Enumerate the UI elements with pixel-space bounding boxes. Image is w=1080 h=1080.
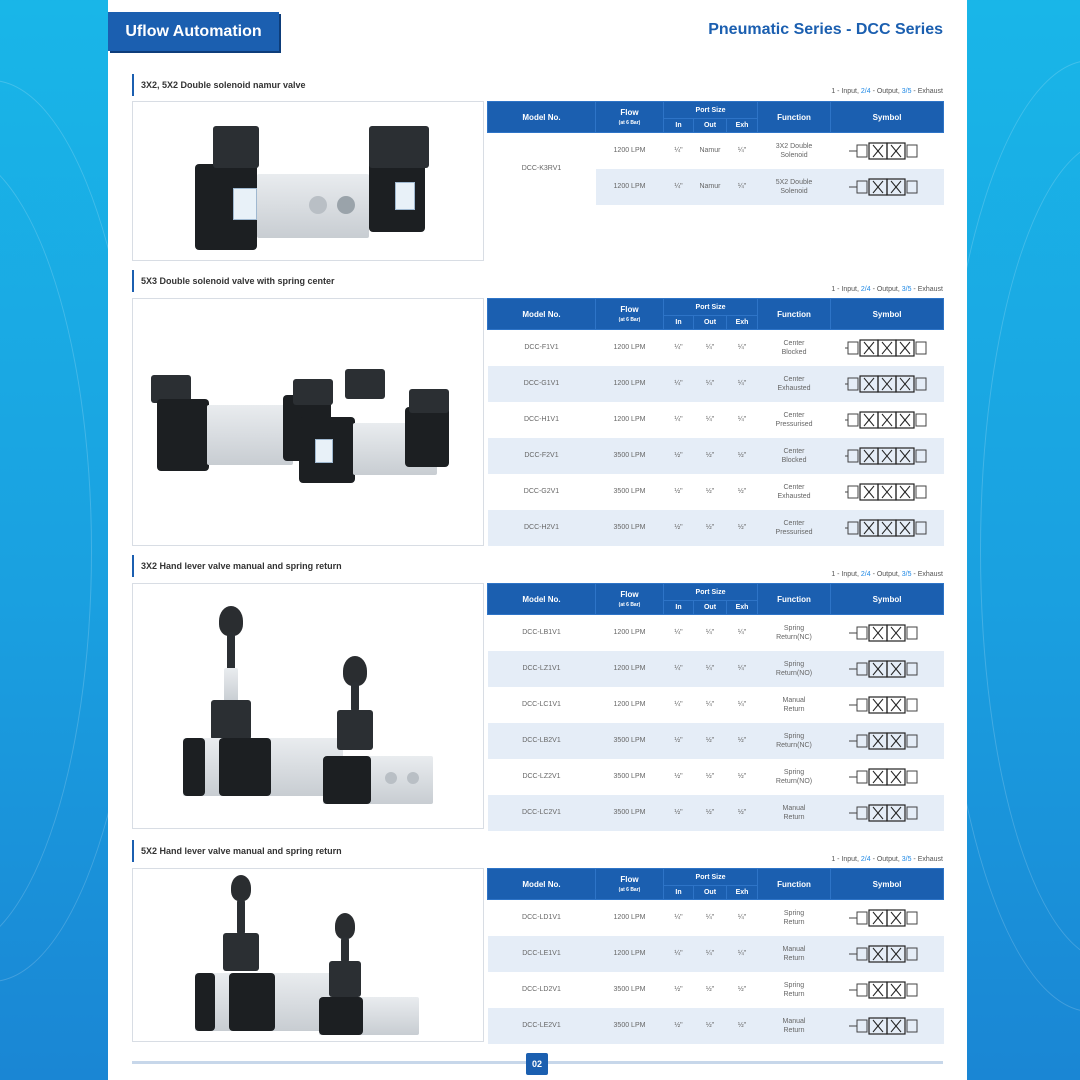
function-text: 3X2 Double (775, 142, 813, 150)
header-out: Out (694, 886, 727, 900)
function-cell (758, 759, 831, 795)
valve-symbol-icon (845, 175, 929, 199)
valve-symbol-icon (845, 621, 929, 645)
product-image (132, 298, 484, 546)
port-in-cell: ¼" (664, 169, 694, 205)
port-in-cell: ½" (664, 438, 694, 474)
flow-cell: 1200 LPM (613, 629, 646, 637)
section-namur-valve (108, 74, 967, 264)
port-exh-cell: ½" (737, 773, 747, 780)
function-text: Return(NC) (776, 741, 812, 749)
section-5x2-hand-lever (108, 840, 967, 1050)
port-out-cell: Namur (699, 147, 721, 155)
flow-cell: 1200 LPM (613, 914, 646, 922)
valve-symbol-icon (845, 906, 929, 930)
table-row (488, 795, 944, 831)
function-cell (758, 723, 831, 759)
valve-symbol-icon (845, 765, 929, 789)
function-cell (758, 687, 831, 723)
table-row (488, 687, 944, 723)
port-legend: 1 - Input, 2/4 - Output, 3/5 - Exhaust (831, 571, 943, 578)
port-exh-cell: ½" (727, 510, 758, 546)
header-model: Model No. (488, 102, 596, 133)
port-in-cell: ½" (674, 773, 683, 780)
function-text: Spring (783, 624, 805, 632)
spec-table (487, 868, 944, 1044)
table-row (488, 651, 944, 687)
model-cell: DCC-LZ2V1 (522, 773, 561, 780)
header-in: In (664, 601, 694, 615)
valve-symbol-icon (845, 693, 929, 717)
spec-table (487, 298, 944, 546)
header-symbol: Symbol (831, 299, 944, 330)
symbol-cell (831, 759, 944, 795)
function-cell (758, 510, 831, 546)
function-text: Pressurised (775, 420, 813, 428)
header-port-size: Port Size (664, 299, 758, 316)
function-cell (758, 438, 831, 474)
catalog-page (108, 0, 967, 1080)
port-exh-cell: ¼" (727, 366, 758, 402)
port-exh-cell: ¼" (737, 701, 747, 708)
flow-cell: 3500 LPM (596, 1008, 664, 1044)
port-exh-cell: ½" (727, 795, 758, 831)
valve-symbol-icon (845, 516, 929, 540)
port-out-cell: ½" (694, 438, 727, 474)
port-out-cell: ¼" (705, 701, 715, 708)
symbol-cell (831, 936, 944, 972)
header-flow: Flow (at 6 Bar) (596, 869, 664, 900)
header-in: In (664, 119, 694, 133)
symbol-cell (831, 795, 944, 831)
function-cell (758, 1008, 831, 1044)
header-symbol: Symbol (831, 102, 944, 133)
header-function: Function (758, 869, 831, 900)
port-exh-cell: ¼" (737, 914, 747, 922)
header-out: Out (694, 601, 727, 615)
symbol-cell (831, 474, 944, 510)
port-out-cell: ¼" (705, 416, 715, 423)
symbol-cell (831, 900, 944, 936)
flow-cell: 3500 LPM (596, 510, 664, 546)
model-cell: DCC-LD1V1 (522, 914, 561, 922)
function-cell (758, 972, 831, 1008)
port-exh-cell: ½" (727, 723, 758, 759)
function-text: Spring (783, 732, 805, 740)
function-text: Center (783, 339, 805, 347)
flow-cell: 3500 LPM (613, 986, 646, 993)
model-cell: DCC-LE1V1 (488, 936, 596, 972)
header-symbol: Symbol (831, 869, 944, 900)
model-cell: DCC-LZ1V1 (488, 651, 596, 687)
flow-cell: 3500 LPM (613, 488, 646, 495)
function-text: Return (783, 813, 805, 821)
port-exh-cell: ½" (727, 1008, 758, 1044)
port-out-cell: ¼" (705, 344, 715, 352)
flow-cell: 1200 LPM (613, 416, 646, 423)
header-in: In (664, 316, 694, 330)
product-image (132, 868, 484, 1042)
function-text: Return (783, 990, 805, 998)
section-3x2-hand-lever (108, 555, 967, 835)
port-out-cell: ½" (694, 1008, 727, 1044)
table-row (488, 972, 944, 1008)
function-text: Return (783, 1026, 805, 1034)
header-exh: Exh (727, 601, 758, 615)
port-exh-cell: ¼" (737, 344, 747, 352)
function-text: Return (783, 954, 805, 962)
header-model: Model No. (488, 299, 596, 330)
port-exh-cell: ¼" (727, 651, 758, 687)
port-in-cell: ½" (664, 723, 694, 759)
function-text: Exhausted (777, 492, 811, 500)
product-image (132, 101, 484, 261)
brand-label: Uflow Automation (108, 12, 279, 51)
flow-cell: 3500 LPM (596, 723, 664, 759)
port-in-cell: ½" (674, 986, 683, 993)
header-flow: Flow (at 6 Bar) (596, 299, 664, 330)
port-in-cell: ¼" (674, 629, 683, 637)
port-exh-cell: ½" (727, 438, 758, 474)
function-cell (758, 900, 831, 936)
spec-table-body (488, 133, 944, 205)
valve-symbol-icon (845, 336, 929, 360)
function-text: Exhausted (777, 384, 811, 392)
model-cell: DCC-LB1V1 (522, 629, 561, 637)
series-title: Pneumatic Series - DCC Series (708, 21, 943, 38)
port-exh-cell: ¼" (737, 147, 747, 155)
spec-table-body (488, 900, 944, 1044)
port-exh-cell: ½" (737, 488, 747, 495)
port-in-cell: ¼" (674, 416, 683, 423)
flow-cell: 1200 LPM (596, 366, 664, 402)
flow-cell: 3500 LPM (596, 795, 664, 831)
header-exh: Exh (727, 886, 758, 900)
valve-symbol-icon (845, 657, 929, 681)
header-in: In (664, 886, 694, 900)
valve-symbol-icon (845, 372, 929, 396)
port-in-cell: ¼" (674, 147, 683, 155)
symbol-cell (831, 169, 944, 205)
table-row (488, 936, 944, 972)
function-text: Center (783, 447, 805, 455)
model-cell: DCC-LC2V1 (488, 795, 596, 831)
page-number: 02 (526, 1053, 548, 1075)
port-out-cell: ½" (705, 773, 715, 780)
function-text: Spring (783, 909, 805, 917)
function-text: Manual (782, 804, 806, 812)
function-text: Return(NO) (775, 777, 813, 785)
function-text: Solenoid (780, 187, 808, 195)
symbol-cell (831, 615, 944, 651)
function-text: Manual (782, 1017, 806, 1025)
valve-symbol-icon (845, 139, 929, 163)
symbol-cell (831, 723, 944, 759)
header-function: Function (758, 584, 831, 615)
symbol-cell (831, 366, 944, 402)
valve-symbol-icon (845, 942, 929, 966)
function-text: Return(NC) (776, 633, 812, 641)
spec-table (487, 101, 944, 205)
function-text: Manual (782, 696, 806, 704)
port-exh-cell: ¼" (737, 629, 747, 637)
model-cell: DCC-G2V1 (523, 488, 560, 495)
function-cell (758, 366, 831, 402)
flow-cell: 1200 LPM (596, 936, 664, 972)
port-in-cell: ¼" (664, 651, 694, 687)
flow-cell: 3500 LPM (596, 438, 664, 474)
header-function: Function (758, 299, 831, 330)
table-row (488, 1008, 944, 1044)
model-cell: DCC-LE2V1 (488, 1008, 596, 1044)
port-in-cell: ½" (664, 795, 694, 831)
header-out: Out (694, 119, 727, 133)
valve-symbol-icon (845, 801, 929, 825)
product-image (132, 583, 484, 829)
table-row (488, 330, 944, 366)
table-row (488, 723, 944, 759)
function-text: 5X2 Double (775, 178, 813, 186)
spec-table-body (488, 615, 944, 831)
function-cell (758, 651, 831, 687)
function-text: Return(NO) (775, 669, 813, 677)
model-cell: DCC-K3RV1 (488, 133, 596, 205)
port-in-cell: ½" (664, 510, 694, 546)
function-text: Pressurised (775, 528, 813, 536)
function-text: Spring (783, 768, 805, 776)
section-spring-center-valve (108, 270, 967, 550)
model-cell: DCC-LB2V1 (488, 723, 596, 759)
symbol-cell (831, 402, 944, 438)
model-cell: DCC-LC1V1 (522, 701, 561, 708)
model-cell: DCC-H2V1 (488, 510, 596, 546)
port-out-cell: ½" (705, 986, 715, 993)
model-cell: DCC-H1V1 (523, 416, 559, 423)
table-row (488, 615, 944, 651)
port-in-cell: ¼" (674, 701, 683, 708)
function-text: Solenoid (780, 151, 808, 159)
port-out-cell: Namur (694, 169, 727, 205)
function-text: Blocked (781, 456, 807, 464)
port-out-cell: ½" (694, 795, 727, 831)
function-text: Return (783, 705, 805, 713)
port-out-cell: ¼" (694, 366, 727, 402)
header-model: Model No. (488, 869, 596, 900)
function-text: Center (783, 411, 805, 419)
port-exh-cell: ¼" (727, 169, 758, 205)
function-cell (758, 169, 831, 205)
function-cell (758, 330, 831, 366)
header-model: Model No. (488, 584, 596, 615)
function-text: Return (783, 918, 805, 926)
function-text: Spring (783, 981, 805, 989)
table-row (488, 510, 944, 546)
symbol-cell (831, 330, 944, 366)
function-cell (758, 402, 831, 438)
model-cell: DCC-F1V1 (524, 344, 559, 352)
port-legend: 1 - Input, 2/4 - Output, 3/5 - Exhaust (831, 286, 943, 293)
port-out-cell: ¼" (705, 629, 715, 637)
table-row (488, 402, 944, 438)
port-in-cell: ¼" (674, 914, 683, 922)
port-out-cell: ½" (694, 510, 727, 546)
flow-cell: 1200 LPM (613, 147, 646, 155)
spec-table-body (488, 330, 944, 546)
table-row (488, 759, 944, 795)
header-exh: Exh (727, 119, 758, 133)
symbol-cell (831, 651, 944, 687)
section-title: 5X3 Double solenoid valve with spring center (132, 270, 335, 292)
model-cell: DCC-LD2V1 (522, 986, 561, 993)
port-in-cell: ¼" (674, 344, 683, 352)
function-text: Manual (782, 945, 806, 953)
flow-cell: 3500 LPM (613, 773, 646, 780)
port-in-cell: ¼" (664, 366, 694, 402)
function-cell (758, 133, 831, 169)
valve-symbol-icon (845, 978, 929, 1002)
function-text: Center (783, 375, 805, 383)
table-row (488, 900, 944, 936)
symbol-cell (831, 133, 944, 169)
header-symbol: Symbol (831, 584, 944, 615)
flow-cell: 1200 LPM (596, 651, 664, 687)
header-port-size: Port Size (664, 584, 758, 601)
table-row (488, 133, 944, 169)
header-port-size: Port Size (664, 102, 758, 119)
section-title: 3X2, 5X2 Double solenoid namur valve (132, 74, 306, 96)
port-exh-cell: ¼" (737, 416, 747, 423)
section-title: 3X2 Hand lever valve manual and spring return (132, 555, 342, 577)
header-out: Out (694, 316, 727, 330)
function-cell (758, 936, 831, 972)
port-out-cell: ½" (705, 488, 715, 495)
port-exh-cell: ¼" (727, 936, 758, 972)
function-cell (758, 795, 831, 831)
valve-symbol-icon (845, 729, 929, 753)
table-row (488, 366, 944, 402)
function-cell (758, 474, 831, 510)
port-out-cell: ¼" (694, 936, 727, 972)
table-row (488, 438, 944, 474)
port-legend: 1 - Input, 2/4 - Output, 3/5 - Exhaust (831, 88, 943, 95)
table-row (488, 474, 944, 510)
port-out-cell: ¼" (705, 914, 715, 922)
header-function: Function (758, 102, 831, 133)
symbol-cell (831, 687, 944, 723)
spec-table (487, 583, 944, 831)
flow-cell: 1200 LPM (613, 701, 646, 708)
port-legend: 1 - Input, 2/4 - Output, 3/5 - Exhaust (831, 856, 943, 863)
symbol-cell (831, 438, 944, 474)
port-exh-cell: ½" (737, 986, 747, 993)
model-cell: DCC-F2V1 (488, 438, 596, 474)
port-in-cell: ½" (664, 1008, 694, 1044)
header-flow: Flow (at 6 Bar) (596, 102, 664, 133)
valve-symbol-icon (845, 444, 929, 468)
header-exh: Exh (727, 316, 758, 330)
port-in-cell: ¼" (664, 936, 694, 972)
function-text: Center (783, 483, 805, 491)
flow-cell: 1200 LPM (613, 344, 646, 352)
port-out-cell: ¼" (694, 651, 727, 687)
flow-cell: 1200 LPM (596, 169, 664, 205)
symbol-cell (831, 972, 944, 1008)
symbol-cell (831, 1008, 944, 1044)
function-text: Spring (783, 660, 805, 668)
port-in-cell: ½" (674, 488, 683, 495)
function-cell (758, 615, 831, 651)
port-out-cell: ½" (694, 723, 727, 759)
header-port-size: Port Size (664, 869, 758, 886)
model-cell: DCC-G1V1 (488, 366, 596, 402)
valve-symbol-icon (845, 480, 929, 504)
symbol-cell (831, 510, 944, 546)
section-title: 5X2 Hand lever valve manual and spring return (132, 840, 342, 862)
header-flow: Flow (at 6 Bar) (596, 584, 664, 615)
valve-symbol-icon (845, 1014, 929, 1038)
valve-symbol-icon (845, 408, 929, 432)
function-text: Blocked (781, 348, 807, 356)
function-text: Center (783, 519, 805, 527)
